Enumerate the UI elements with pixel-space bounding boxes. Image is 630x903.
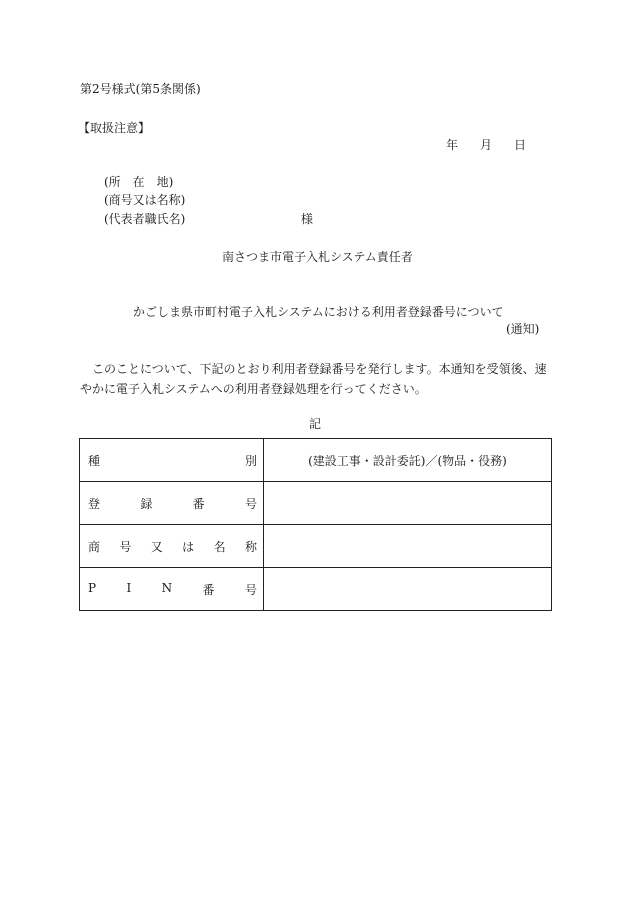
honorific: 様 xyxy=(301,212,314,226)
row-label-char: 号 xyxy=(244,496,257,511)
row-label-char: 録 xyxy=(140,496,153,511)
row-label-char: 号 xyxy=(244,582,257,597)
row-label-char: 種 xyxy=(88,453,101,468)
row-label xyxy=(80,568,264,611)
sender-title: 南さつま市電子入札システム責任者 xyxy=(222,250,413,264)
date-month: 月 xyxy=(480,138,493,152)
table-row-company-name xyxy=(80,525,552,568)
row-label-char: 商 xyxy=(88,539,101,554)
form-number: 第2号様式(第5条関係) xyxy=(80,82,201,96)
table-row-pin-number xyxy=(80,568,552,611)
row-label xyxy=(80,482,264,525)
row-label-char: 番 xyxy=(202,582,215,597)
notice-tag: (通知) xyxy=(506,322,540,336)
table-row-registration-number xyxy=(80,482,552,525)
handling-note: 【取扱注意】 xyxy=(78,121,151,135)
row-value xyxy=(264,568,552,611)
row-label-char: I xyxy=(126,580,132,595)
row-value: (建設工事・設計委託)／(物品・役務) xyxy=(264,439,552,482)
subject-title: かごしま県市町村電子入札システムにおける利用者登録番号について xyxy=(133,305,504,319)
row-label-char: 番 xyxy=(192,496,205,511)
table-row-category xyxy=(80,439,552,482)
recipient-representative-label: (代表者職氏名) xyxy=(104,212,186,226)
row-label xyxy=(80,525,264,568)
row-label xyxy=(80,439,264,482)
ki-heading: 記 xyxy=(309,417,322,431)
row-label-char: P xyxy=(88,580,97,595)
row-value xyxy=(264,482,552,525)
row-label-char: N xyxy=(161,580,173,595)
row-label-char: 称 xyxy=(244,539,257,554)
row-label-char: 別 xyxy=(244,453,257,468)
recipient-name-label: (商号又は名称) xyxy=(104,193,186,207)
row-label-char: 号 xyxy=(119,539,132,554)
row-label-char: 又 xyxy=(150,539,163,554)
date-line xyxy=(446,137,526,153)
date-day: 日 xyxy=(514,138,527,152)
row-value xyxy=(264,525,552,568)
row-label-char: は xyxy=(182,539,195,554)
body-text: このことについて、下記のとおり利用者登録番号を発行します。本通知を受領後、速やかに電子入札システムへの利用者登録処理を行ってください。 xyxy=(80,362,547,396)
registration-table xyxy=(79,438,552,611)
recipient-location-label: (所 在 地) xyxy=(104,175,174,189)
row-label-char: 名 xyxy=(213,539,226,554)
row-label-char: 登 xyxy=(88,496,101,511)
date-year: 年 xyxy=(446,138,459,152)
